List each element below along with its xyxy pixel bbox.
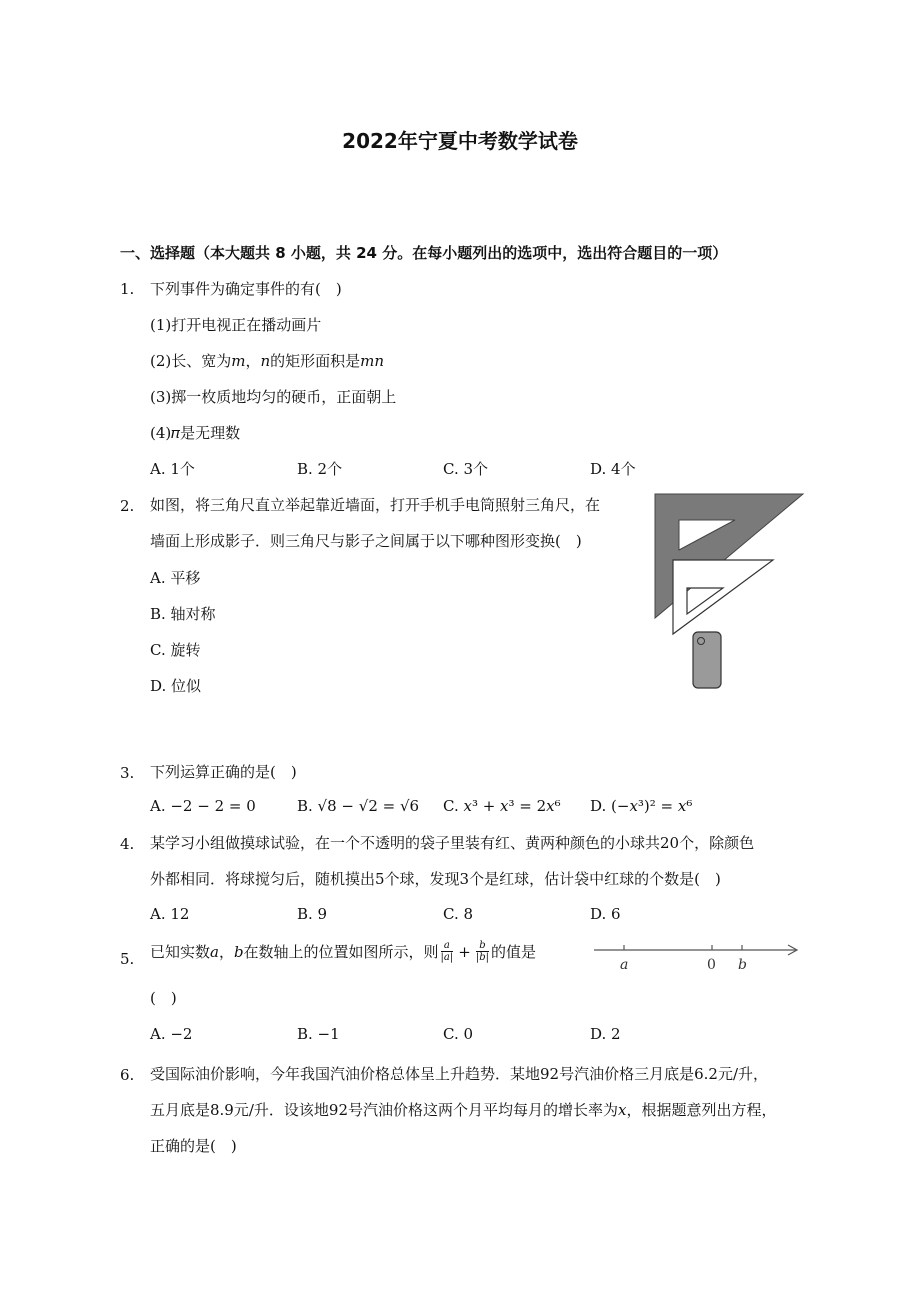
- q3-option-b[interactable]: B. √8 − √2 = √6: [297, 797, 420, 815]
- q4-number: 4.: [120, 835, 135, 853]
- q1-option-c[interactable]: C. 3个: [443, 460, 489, 478]
- q5-stem-post: 的值是: [490, 943, 536, 961]
- q6-stem-line: 五月底是8.9元/升．设该地92号汽油价格这两个月平均每月的增长率为𝑥，根据题意列出方程，: [150, 1101, 777, 1119]
- q6-number: 6.: [120, 1066, 135, 1084]
- q1-item: (3)掷一枚质地均匀的硬币，正面朝上: [150, 388, 397, 406]
- q1-item: (4)𝜋是无理数: [150, 424, 241, 442]
- q1-option-d[interactable]: D. 4个: [590, 460, 636, 478]
- q2-option-c[interactable]: C. 旋转: [150, 641, 201, 659]
- axis-label-b: 𝑏: [738, 957, 747, 973]
- q5-frac-den: |𝑎|: [440, 952, 454, 963]
- q3-stem: 下列运算正确的是( ): [150, 763, 297, 781]
- q3-option-a[interactable]: A. −2 − 2 = 0: [150, 797, 256, 815]
- q5-option-d[interactable]: D. 2: [590, 1025, 621, 1043]
- q3-option-d[interactable]: D. (−𝑥³)² = 𝑥⁶: [590, 797, 693, 815]
- q5-frac-den: |𝑏|: [475, 952, 489, 963]
- q5-paren: ( ): [150, 989, 177, 1007]
- q1-stem: 下列事件为确定事件的有( ): [150, 280, 342, 298]
- q4-option-a[interactable]: A. 12: [150, 905, 190, 923]
- q5-fraction: [476, 940, 489, 963]
- q1-number: 1.: [120, 280, 135, 298]
- number-line-figure: [588, 936, 808, 976]
- q4-stem-line: 外都相同．将球搅匀后，随机摸出5个球，发现3个是红球，估计袋中红球的个数是( ): [150, 870, 721, 888]
- q6-stem-line: 受国际油价影响，今年我国汽油价格总体呈上升趋势．某地92号汽油价格三月底是6.2元/升，: [150, 1065, 768, 1083]
- triangle-shadow-figure: [645, 488, 815, 698]
- q5-fraction: [441, 940, 454, 963]
- q5-plus: +: [458, 942, 471, 961]
- q5-stem-pre: 已知实数𝑎，𝑏在数轴上的位置如图所示，则: [150, 943, 439, 961]
- q5-number: 5.: [120, 950, 135, 968]
- q5-option-a[interactable]: A. −2: [150, 1025, 193, 1043]
- q1-item: (1)打开电视正在播动画片: [150, 316, 322, 334]
- q3-option-c[interactable]: C. 𝑥³ + 𝑥³ = 2𝑥⁶: [443, 797, 561, 815]
- q2-option-b[interactable]: B. 轴对称: [150, 605, 216, 623]
- q5-option-c[interactable]: C. 0: [443, 1025, 474, 1043]
- q4-option-c[interactable]: C. 8: [443, 905, 474, 923]
- axis-label-zero: 0: [707, 957, 716, 973]
- q2-stem-line: 如图，将三角尺直立举起靠近墙面，打开手机手电筒照射三角尺，在: [150, 496, 601, 514]
- q4-option-b[interactable]: B. 9: [297, 905, 328, 923]
- q3-number: 3.: [120, 764, 135, 782]
- q6-stem-line: 正确的是( ): [150, 1137, 237, 1155]
- q4-option-d[interactable]: D. 6: [590, 905, 621, 923]
- page-title: 2022年宁夏中考数学试卷: [342, 129, 578, 153]
- q2-number: 2.: [120, 497, 135, 515]
- flashlight-icon: [698, 638, 705, 645]
- q1-option-a[interactable]: A. 1个: [150, 460, 195, 478]
- q2-stem-line: 墙面上形成影子．则三角尺与影子之间属于以下哪种图形变换( ): [150, 532, 582, 550]
- q5-frac-num: 𝑎: [443, 940, 450, 951]
- q5-stem: [150, 940, 536, 963]
- q1-item: (2)长、宽为𝑚，𝑛的矩形面积是𝑚𝑛: [150, 352, 385, 370]
- q4-stem-line: 某学习小组做摸球试验，在一个不透明的袋子里装有红、黄两种颜色的小球共20个，除颜色: [150, 834, 755, 852]
- q5-option-b[interactable]: B. −1: [297, 1025, 340, 1043]
- q5-frac-num: 𝑏: [479, 940, 486, 951]
- section-heading: 一、选择题（本大题共 8 小题，共 24 分。在每小题列出的选项中，选出符合题目的一项）: [120, 244, 728, 262]
- axis-label-a: 𝑎: [620, 957, 629, 973]
- q2-option-a[interactable]: A. 平移: [150, 569, 201, 587]
- q1-option-b[interactable]: B. 2个: [297, 460, 343, 478]
- q2-option-d[interactable]: D. 位似: [150, 677, 202, 695]
- set-square: [673, 560, 773, 634]
